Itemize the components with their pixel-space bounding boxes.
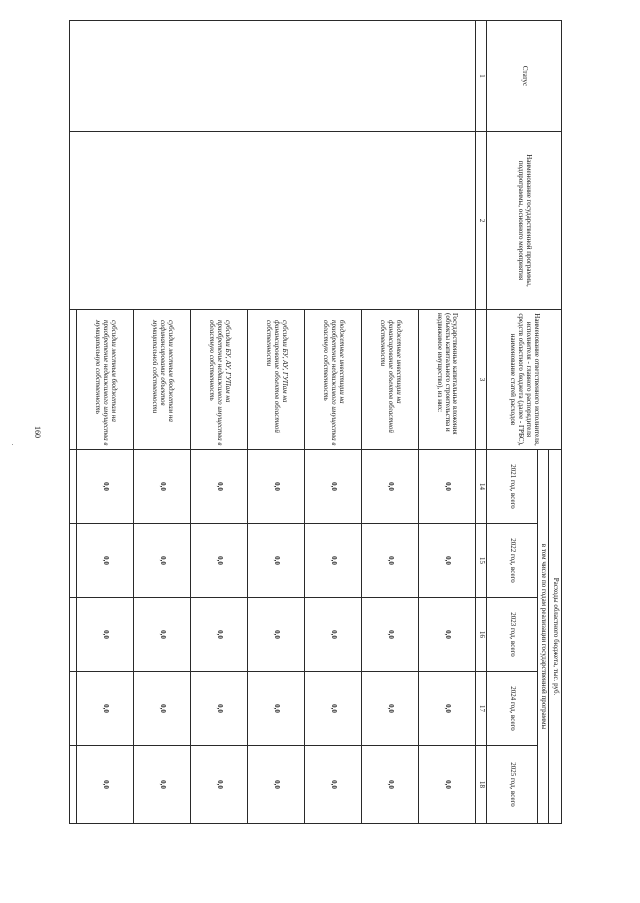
value-cell: 0,0 (134, 672, 191, 746)
value-cell: 0,0 (304, 524, 361, 598)
value-cell: 0,0 (134, 598, 191, 672)
value-cell: 0,0 (361, 524, 418, 598)
value-cell: 0,0 (304, 598, 361, 672)
value-cell: 0,0 (418, 598, 475, 672)
value-cell: 0,0 (248, 746, 305, 824)
value-cell: 0,0 (361, 746, 418, 824)
column-number: 18 (475, 746, 487, 824)
status-cell (70, 21, 476, 132)
value-cell: 0,0 (361, 672, 418, 746)
header-year-2021: 2021 год, всего (487, 450, 538, 524)
empty-cell (70, 450, 77, 524)
column-number: 3 (475, 310, 487, 450)
value-cell: 0,0 (418, 672, 475, 746)
value-cell: 0,0 (248, 672, 305, 746)
row-label: бюджетные инвестиции на финансирование объектов областной собственности (361, 310, 418, 450)
column-number: 17 (475, 672, 487, 746)
header-year-2024: 2024 год, всего (487, 672, 538, 746)
value-cell: 0,0 (77, 746, 134, 824)
row-label: субсидии БУ, АУ, ГУПам на приобретение недвижимого имущества в областную собственность (191, 310, 248, 450)
rotated-table-container (69, 20, 562, 823)
value-cell: 0,0 (304, 450, 361, 524)
value-cell: 0,0 (191, 598, 248, 672)
empty-cell (70, 598, 77, 672)
value-cell: 0,0 (248, 450, 305, 524)
header-status: Статус (487, 21, 562, 132)
column-number: 1 (475, 21, 487, 132)
row-label: субсидии местным бюджетам на приобретение недвижимого имущества в муниципальную собственность (77, 310, 134, 450)
header-program-name: Наименование государственной программы, подпрограммы, основного мероприятия (487, 132, 562, 310)
value-cell: 0,0 (248, 524, 305, 598)
scan-speck (12, 444, 13, 445)
value-cell: 0,0 (361, 598, 418, 672)
value-cell: 0,0 (77, 450, 134, 524)
empty-cell (70, 310, 77, 450)
value-cell: 0,0 (304, 746, 361, 824)
column-number: 14 (475, 450, 487, 524)
column-number: 16 (475, 598, 487, 672)
value-cell: 0,0 (248, 598, 305, 672)
header-grbs: Наименование ответственного исполнителя, исполнителя - главного распорядителя средств областного бюджета (далее - ГРБС), наименование статей расходов (487, 310, 562, 450)
value-cell: 0,0 (77, 598, 134, 672)
column-number: 15 (475, 524, 487, 598)
value-cell: 0,0 (361, 450, 418, 524)
program-name-cell (70, 132, 476, 310)
row-label: бюджетные инвестиции на приобретение недвижимого имущества в областную собственность (304, 310, 361, 450)
value-cell: 0,0 (191, 450, 248, 524)
value-cell: 0,0 (418, 450, 475, 524)
header-by-years: в том числе по годам реализации государственной программы (537, 450, 549, 824)
header-year-2022: 2022 год, всего (487, 524, 538, 598)
value-cell: 0,0 (191, 672, 248, 746)
empty-cell (70, 524, 77, 598)
value-cell: 0,0 (191, 524, 248, 598)
header-expenses: Расходы областного бюджета, тыс. руб. (549, 450, 562, 824)
budget-table (69, 20, 562, 824)
value-cell: 0,0 (77, 524, 134, 598)
column-number: 2 (475, 132, 487, 310)
value-cell: 0,0 (191, 746, 248, 824)
empty-cell (70, 672, 77, 746)
header-year-2023: 2023 год, всего (487, 598, 538, 672)
row-label: Государственные капитальные вложения (объекты капитального строительства и недвижимое имущество), из них: (418, 310, 475, 450)
table-row (418, 21, 475, 824)
value-cell: 0,0 (77, 672, 134, 746)
value-cell: 0,0 (418, 746, 475, 824)
value-cell: 0,0 (134, 524, 191, 598)
empty-cell (70, 746, 77, 824)
value-cell: 0,0 (134, 746, 191, 824)
value-cell: 0,0 (134, 450, 191, 524)
header-year-2025: 2025 год, всего (487, 746, 538, 824)
page-number: 160 (33, 426, 42, 438)
row-label: субсидии БУ, АУ, ГУПам на финансирование объектов областной собственности (248, 310, 305, 450)
value-cell: 0,0 (418, 524, 475, 598)
value-cell: 0,0 (304, 672, 361, 746)
row-label: субсидии местным бюджетам на софинансирование объектов муниципальной собственности (134, 310, 191, 450)
